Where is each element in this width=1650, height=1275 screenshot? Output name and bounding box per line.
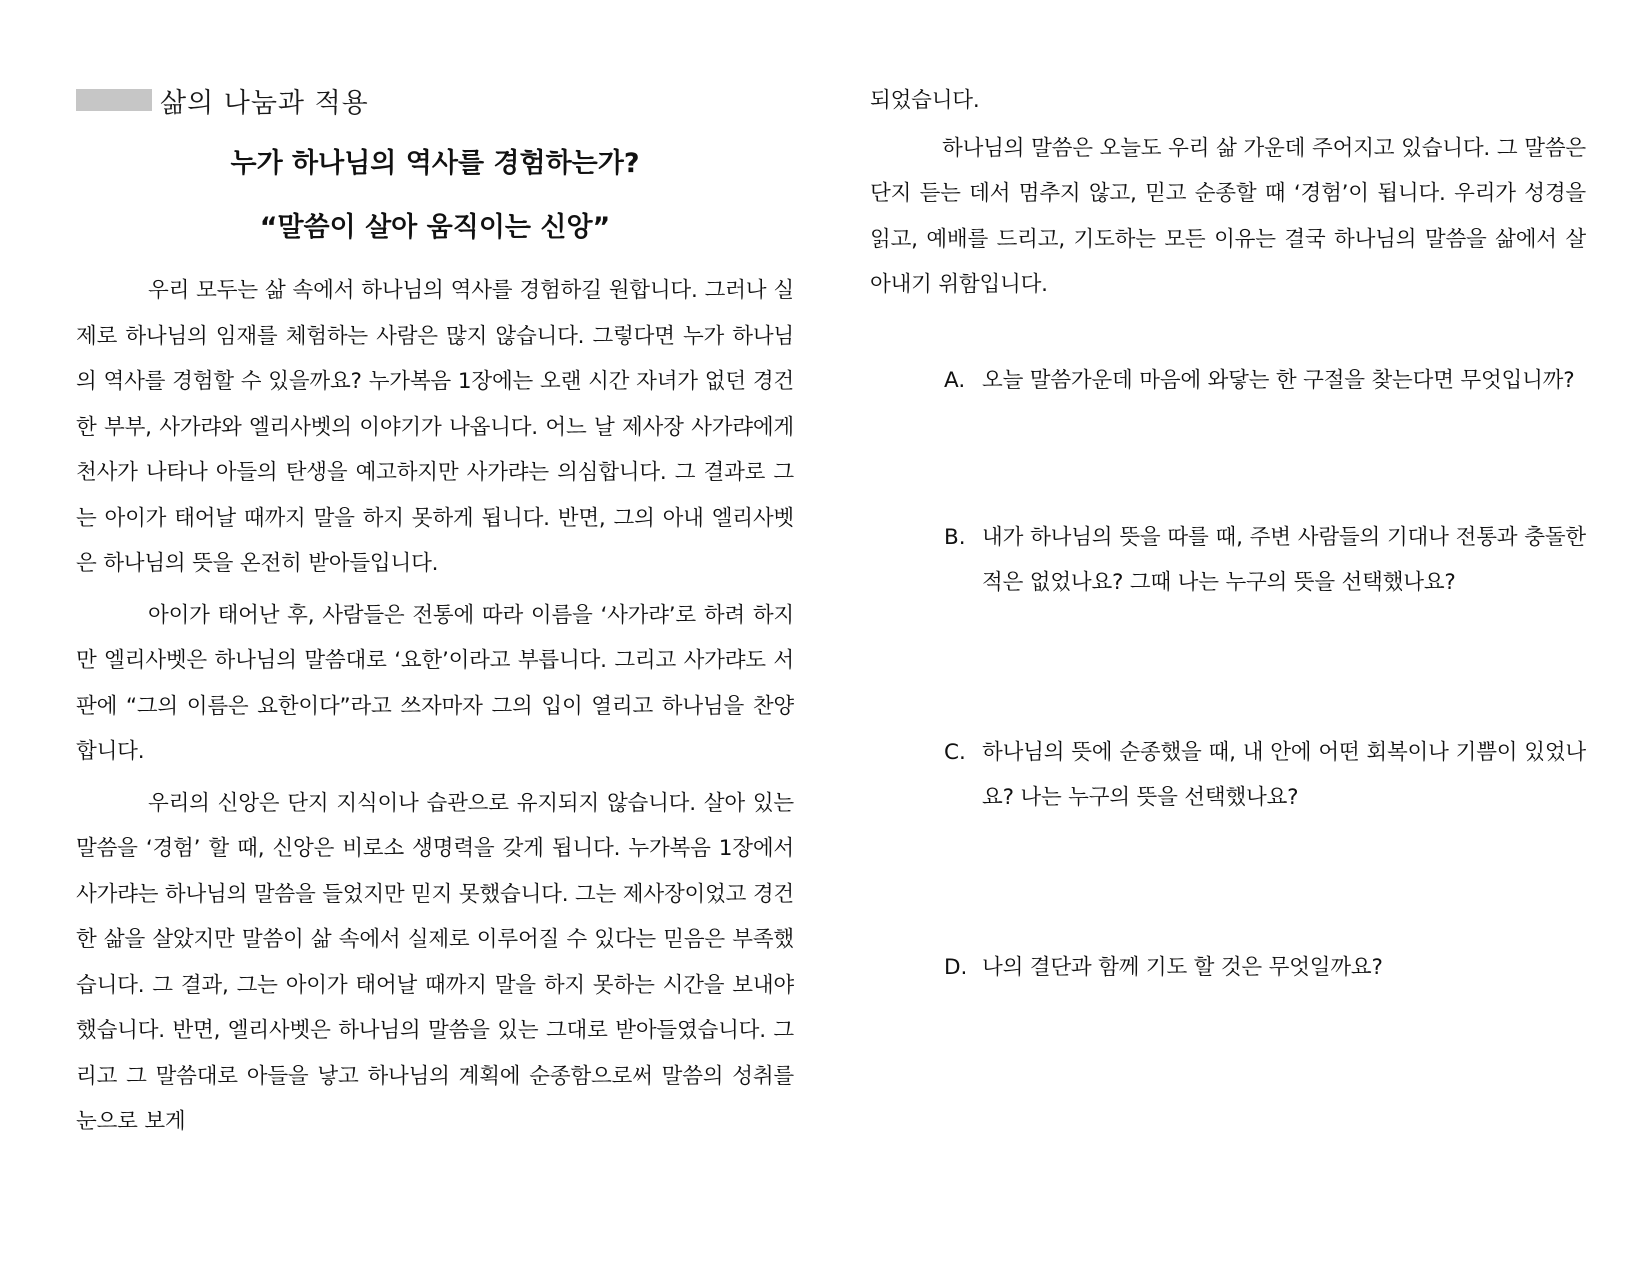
main-title: 누가 하나님의 역사를 경험하는가? — [230, 148, 640, 179]
question-c-text: 하나님의 뜻에 순종했을 때, 내 안에 어떤 회복이나 기쁨이 있었나요? 나는 누구의 뜻을 선택했나요? — [982, 739, 1586, 810]
question-b-text: 내가 하나님의 뜻을 따를 때, 주변 사람들의 기대나 전통과 충돌한 적은 없었나요? 그때 나는 누구의 뜻을 선택했나요? — [982, 524, 1586, 595]
question-a — [944, 358, 1586, 403]
body-paragraph-1: 우리 모두는 삶 속에서 하나님의 역사를 경험하길 원합니다. 그러나 실제로 하나님의 임재를 체험하는 사람은 많지 않습니다. 그렇다면 누가 하나님의 역사를 경험할 수 있을까요? 누가복음 1장에는 오랜 시간 자녀가 없던 경건한 부부, 사가랴와 엘리사벳의 이야기가 나옵니다. 어느 날 제사장 사가랴에게 천사가 나타나 아들의 탄생을 예고하지만 사가랴는 의심합니다. 그 결과로 그는 아이가 태어날 때까지 말을 하지 못하게 됩니다. 반면, 그의 아내 엘리사벳은 하나님의 뜻을 온전히 받아들입니다. — [76, 278, 794, 576]
body-paragraph-3: 우리의 신앙은 단지 지식이나 습관으로 유지되지 않습니다. 살아 있는 말씀을 ‘경험’ 할 때, 신앙은 비로소 생명력을 갖게 됩니다. 누가복음 1장에서 사가랴는 하나님의 말씀을 들었지만 믿지 못했습니다. 그는 제사장이었고 경건한 삶을 살았지만 말씀이 삶 속에서 실제로 이루어질 수 있다는 믿음은 부족했습니다. 그 결과, 그는 아이가 태어날 때까지 말을 하지 못하는 시간을 보내야 했습니다. 반면, 엘리사벳은 하나님의 말씀을 있는 그대로 받아들였습니다. 그리고 그 말씀대로 아들을 낳고 하나님의 계획에 순종함으로써 말씀의 성취를 눈으로 보게 — [76, 790, 794, 1134]
section-label: 삶의 나눔과 적용 — [160, 87, 369, 119]
subtitle: “말씀이 살아 움직이는 신앙” — [259, 212, 611, 243]
body-paragraph-2: 아이가 태어난 후, 사람들은 전통에 따라 이름을 ‘사가랴’로 하려 하지만 엘리사벳은 하나님의 말씀대로 ‘요한’이라고 부릅니다. 그리고 사가랴도 서판에 “그의 이름은 요한이다”라고 쓰자마자 그의 입이 열리고 하나님을 찬양합니다. — [76, 602, 794, 764]
question-c-letter: C. — [944, 739, 966, 765]
left-body — [76, 268, 794, 1145]
question-d — [944, 945, 1586, 990]
question-c — [944, 730, 1586, 820]
question-b — [944, 515, 1586, 605]
continuation-text: 되었습니다. — [870, 88, 980, 113]
body-paragraph-4: 하나님의 말씀은 오늘도 우리 삶 가운데 주어지고 있습니다. 그 말씀은 단지 듣는 데서 멈추지 않고, 믿고 순종할 때 ‘경험’이 됩니다. 우리가 성경을 읽고, 예배를 드리고, 기도하는 모든 이유는 결국 하나님의 말씀을 삶에서 살아내기 위함입니다. — [870, 135, 1586, 297]
section-header-bar — [76, 89, 152, 111]
section-header — [76, 78, 794, 122]
question-b-letter: B. — [944, 524, 966, 550]
question-a-text: 오늘 말씀가운데 마음에 와닿는 한 구절을 찾는다면 무엇입니까? — [982, 367, 1575, 393]
right-column — [870, 78, 1586, 990]
question-a-letter: A. — [944, 367, 966, 393]
left-column — [76, 78, 794, 1145]
question-d-letter: D. — [944, 954, 968, 980]
question-list — [870, 358, 1586, 990]
question-d-text: 나의 결단과 함께 기도 할 것은 무엇일까요? — [982, 954, 1383, 980]
